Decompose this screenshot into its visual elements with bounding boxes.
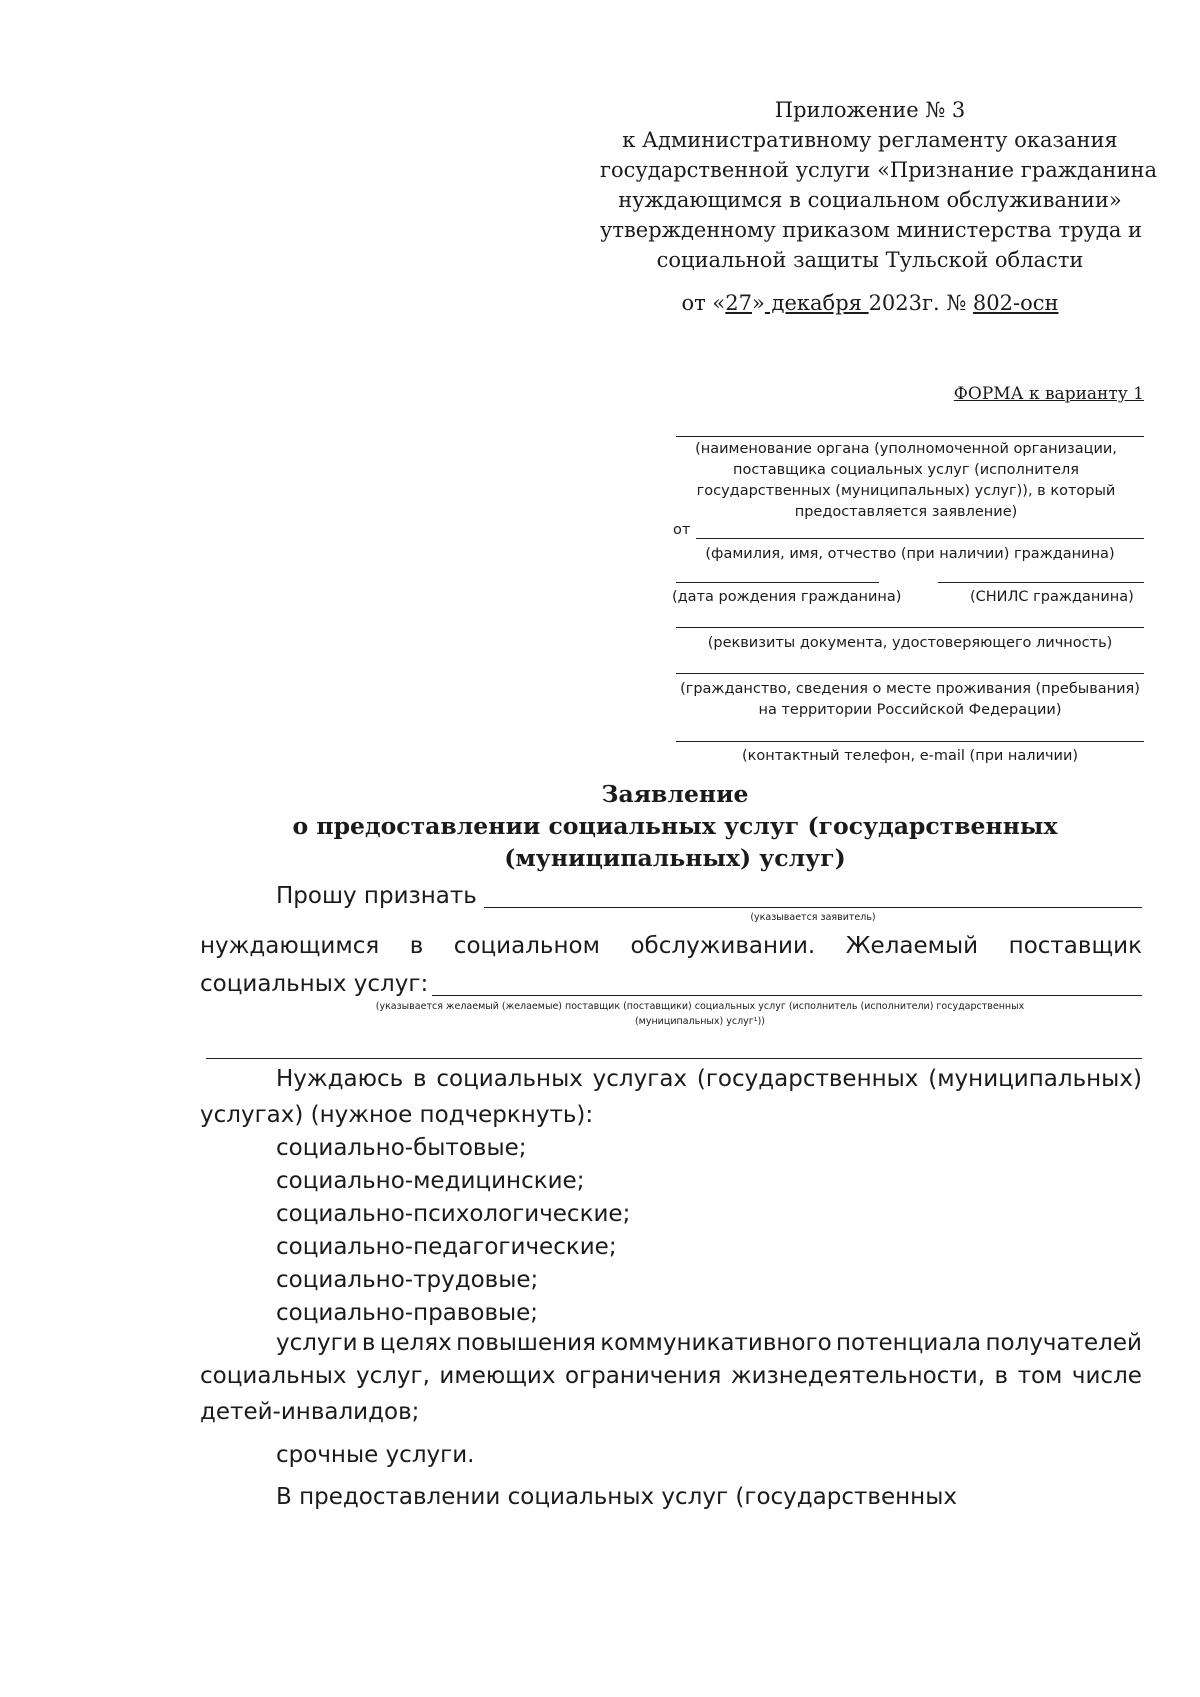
order-day: 27 [725, 291, 753, 315]
appendix-line: утвержденному приказом министерства труда и [600, 218, 1143, 242]
residence-caption: (гражданство, сведения о месте проживания (пребывания) на территории Российской Федерации) [680, 681, 1140, 718]
snils-line [938, 582, 1144, 583]
application-title: Заявление о предоставлении социальных услуг (государственных (муниципальных) услуг) [292, 780, 1058, 872]
birth-date-line [676, 582, 879, 583]
service-item: социально-психологические; [276, 1201, 631, 1227]
org-name-line [676, 436, 1144, 437]
service-item: социально-трудовые; [276, 1267, 539, 1293]
appendix-header [600, 95, 1157, 275]
service-item: социально-педагогические; [276, 1234, 617, 1260]
request-line-2: нуждающимся в социальном обслуживании. Желаемый поставщик [200, 933, 1142, 959]
applicant-name-line [696, 538, 1144, 539]
communication-services-line-1: услуги в целях повышения коммуникативного потенциала получателей [276, 1330, 1142, 1356]
communication-services-line-3: детей-инвалидов; [200, 1399, 420, 1425]
request-prefix: Прошу признать [276, 883, 477, 909]
provider-label: социальных услуг: [200, 971, 429, 997]
communication-services-line-2: социальных услуг, имеющих ограничения жизнедеятельности, в том числе [200, 1363, 1142, 1389]
appendix-line: к Административному регламенту оказания [622, 128, 1118, 152]
from-label: от [673, 522, 691, 538]
provider-caption-1: (указывается желаемый (желаемые) поставщик (поставщики) социальных услуг (исполнитель (исполнители) государственных [375, 1001, 1025, 1012]
residence-line [676, 673, 1144, 674]
snils-caption: (СНИЛС гражданина) [970, 589, 1134, 605]
appendix-line: социальной защиты Тульской области [656, 248, 1084, 272]
contact-line [676, 741, 1144, 742]
refusal-paragraph-start: В предоставлении социальных услуг (государственных [276, 1484, 957, 1510]
needs-intro-line-2: услугах) (нужное подчеркнуть): [200, 1102, 594, 1128]
name-caption: (фамилия, имя, отчество (при наличии) гражданина) [705, 546, 1115, 562]
order-year: 2023г. № [868, 291, 967, 315]
appendix-line: государственной услуги «Признание гражданина [600, 158, 1157, 182]
contact-caption: (контактный телефон, e-mail (при наличии) [741, 748, 1079, 764]
applicant-caption: (указывается заявитель) [750, 912, 876, 923]
order-prefix: от « [681, 291, 726, 315]
service-item: социально-медицинские; [276, 1168, 585, 1194]
provider-line [432, 995, 1142, 996]
order-close-quote: » [752, 291, 765, 315]
provider-line-2 [206, 1058, 1142, 1059]
service-item: социально-правовые; [276, 1300, 539, 1326]
order-month: декабря [764, 291, 869, 315]
order-date-number [600, 291, 1140, 315]
service-item: социально-бытовые; [276, 1135, 527, 1161]
appendix-line: нуждающимся в социальном обслуживании» [618, 188, 1122, 212]
order-number: 802-осн [972, 291, 1059, 315]
provider-caption-2: (муниципальных) услуг¹)) [634, 1016, 766, 1027]
birth-caption: (дата рождения гражданина) [672, 589, 902, 605]
appendix-line: Приложение № 3 [774, 98, 966, 122]
id-document-caption: (реквизиты документа, удостоверяющего личность) [707, 635, 1113, 651]
id-document-line [676, 627, 1144, 628]
needs-intro-line-1: Нуждаюсь в социальных услугах (государственных (муниципальных) [276, 1066, 1142, 1092]
org-caption: (наименование органа (уполномоченной организации, поставщика социальных услуг (исполнителя государственных (муниципальных) услуг)), в который предоставляется заявление) [695, 441, 1117, 520]
urgent-services: срочные услуги. [276, 1442, 475, 1468]
applicant-line [484, 907, 1142, 908]
form-variant-label: ФОРМА к варианту 1 [953, 384, 1144, 404]
